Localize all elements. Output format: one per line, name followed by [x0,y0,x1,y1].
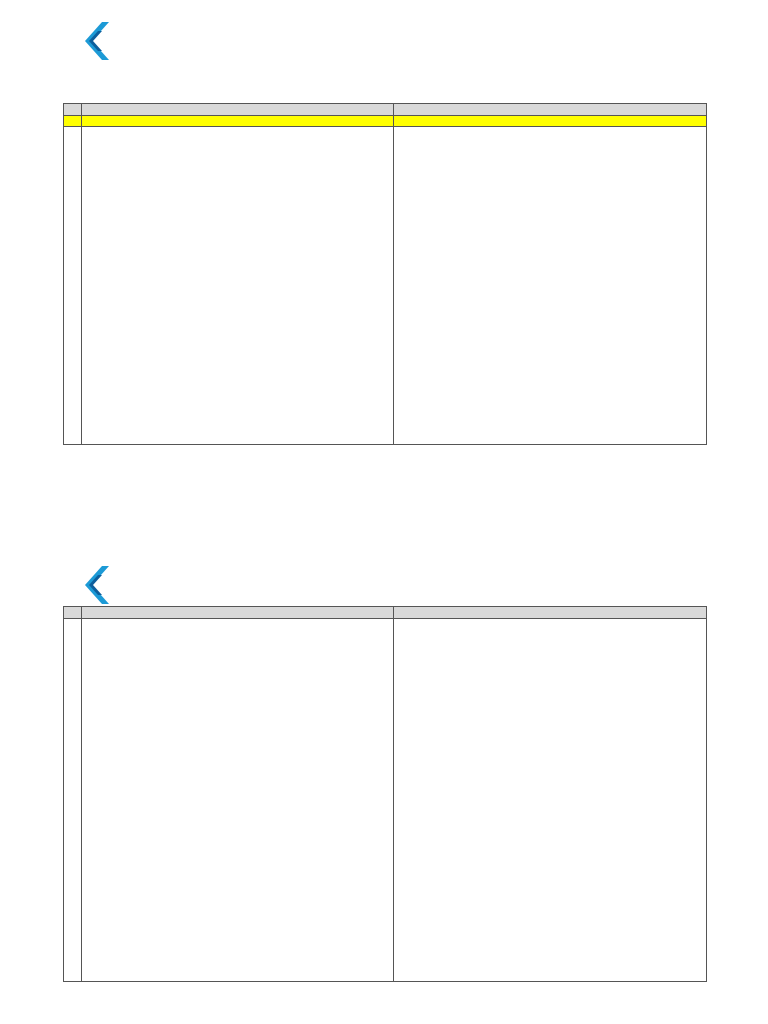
right-column-cell [394,127,707,445]
list-item-text [96,173,391,200]
list-item-number [84,281,96,290]
list-item-text [96,362,391,389]
list-item [396,335,704,362]
list-item [84,254,391,281]
section-heading-row [64,116,707,127]
column-header-bab [64,607,82,619]
list-item [84,227,391,254]
list-item-number [84,764,96,773]
list-item-text [408,728,704,782]
list-item [396,281,704,308]
list-item-text [96,308,391,335]
definition-list [84,146,391,443]
list-item-number [84,335,96,344]
section-title-left [82,116,394,127]
list-item-number [84,836,96,845]
list-item-number [84,620,96,629]
list-item [396,200,704,227]
list-item-number [396,173,408,182]
list-item-text [96,254,391,281]
column-header-left [82,607,394,619]
list-item-text [408,362,704,389]
list-item-number [84,908,96,917]
document-title [0,66,768,80]
list-item [396,362,704,389]
definition-list [396,146,704,416]
column-header-right [394,104,707,116]
logo-mark-icon [22,564,172,612]
list-item-text [96,335,391,362]
list-item [84,389,391,416]
section-title-right [394,116,707,127]
list-item [396,227,704,254]
list-item [84,416,391,443]
list-item-number [396,620,408,629]
list-item-number [84,872,96,881]
list-item-text [408,620,704,674]
company-logo [22,20,172,68]
left-column-cell [82,127,394,445]
list-item-number [84,692,96,701]
list-item-number [84,389,96,398]
list-item-text [408,281,704,308]
definition-list [396,620,704,782]
list-item-number [84,944,96,953]
list-item [84,620,391,656]
list-item-number [396,389,408,398]
list-item [84,173,391,200]
table-header-row [64,607,707,619]
table-row [64,619,707,982]
list-item-number [84,173,96,182]
comparison-table [63,103,707,445]
definition-list [84,620,391,980]
list-item-text [96,416,391,443]
list-item-text [408,173,704,200]
list-item-text [96,281,391,308]
list-item [396,728,704,782]
page-number [602,489,702,499]
list-item [396,254,704,281]
bab-cell [64,619,82,982]
list-item-number [84,728,96,737]
list-item [84,764,391,800]
comparison-table [63,606,707,982]
list-item-text [96,728,391,764]
table-header-row [64,104,707,116]
list-item [84,308,391,335]
list-item [84,836,391,872]
list-item-number [84,362,96,371]
table-row [64,127,707,445]
list-item-number [84,308,96,317]
list-item-number [396,728,408,737]
list-item [84,200,391,227]
company-logo [22,564,172,612]
list-item-text [408,389,704,416]
bab-cell [64,127,82,445]
list-item-text [408,335,704,362]
list-item-text [408,674,704,728]
list-item-number [396,335,408,344]
list-item-text [96,656,391,692]
article-intro [396,137,704,146]
list-item-number [396,308,408,317]
list-item-number [84,254,96,263]
list-item-text [96,227,391,254]
list-item-text [96,389,391,416]
list-item-text [96,200,391,227]
list-item [396,173,704,200]
document-page-1 [0,0,768,508]
list-item-text [96,146,391,173]
list-item-number [396,674,408,683]
list-item-text [408,146,704,173]
list-item [84,872,391,908]
article-heading [396,128,704,137]
column-header-bab [64,104,82,116]
list-item-number [396,146,408,155]
list-item [396,620,704,674]
list-item-text [96,908,391,944]
list-item-text [408,200,704,227]
list-item-number [396,281,408,290]
list-item-text [96,836,391,872]
list-item-number [396,227,408,236]
article-heading [84,128,391,137]
list-item-text [96,620,391,656]
right-column-cell [394,619,707,982]
list-item [84,335,391,362]
list-item [84,656,391,692]
list-item-number [84,656,96,665]
list-item [396,674,704,728]
list-item [84,944,391,980]
list-item [84,800,391,836]
list-item-number [84,200,96,209]
list-item [396,308,704,335]
logo-mark-icon [22,20,172,68]
list-item-text [408,308,704,335]
list-item-text [96,764,391,800]
list-item-number [84,416,96,425]
list-item-number [396,200,408,209]
list-item [84,362,391,389]
list-item-number [396,254,408,263]
column-header-right [394,607,707,619]
document-page-2 [0,548,768,1024]
column-header-left [82,104,394,116]
list-item-number [396,362,408,371]
list-item [84,692,391,728]
page-separator [0,508,768,548]
list-item [84,146,391,173]
list-item [84,281,391,308]
list-item-text [408,227,704,254]
list-item [84,908,391,944]
list-item [396,389,704,416]
list-item [84,728,391,764]
section-number [64,116,82,127]
article-intro [84,137,391,146]
left-column-cell [82,619,394,982]
list-item [396,146,704,173]
list-item-text [96,800,391,836]
list-item-number [84,146,96,155]
list-item-number [84,227,96,236]
list-item-text [408,254,704,281]
list-item-text [96,692,391,728]
list-item-text [96,872,391,908]
list-item-text [96,944,391,980]
list-item-number [84,800,96,809]
